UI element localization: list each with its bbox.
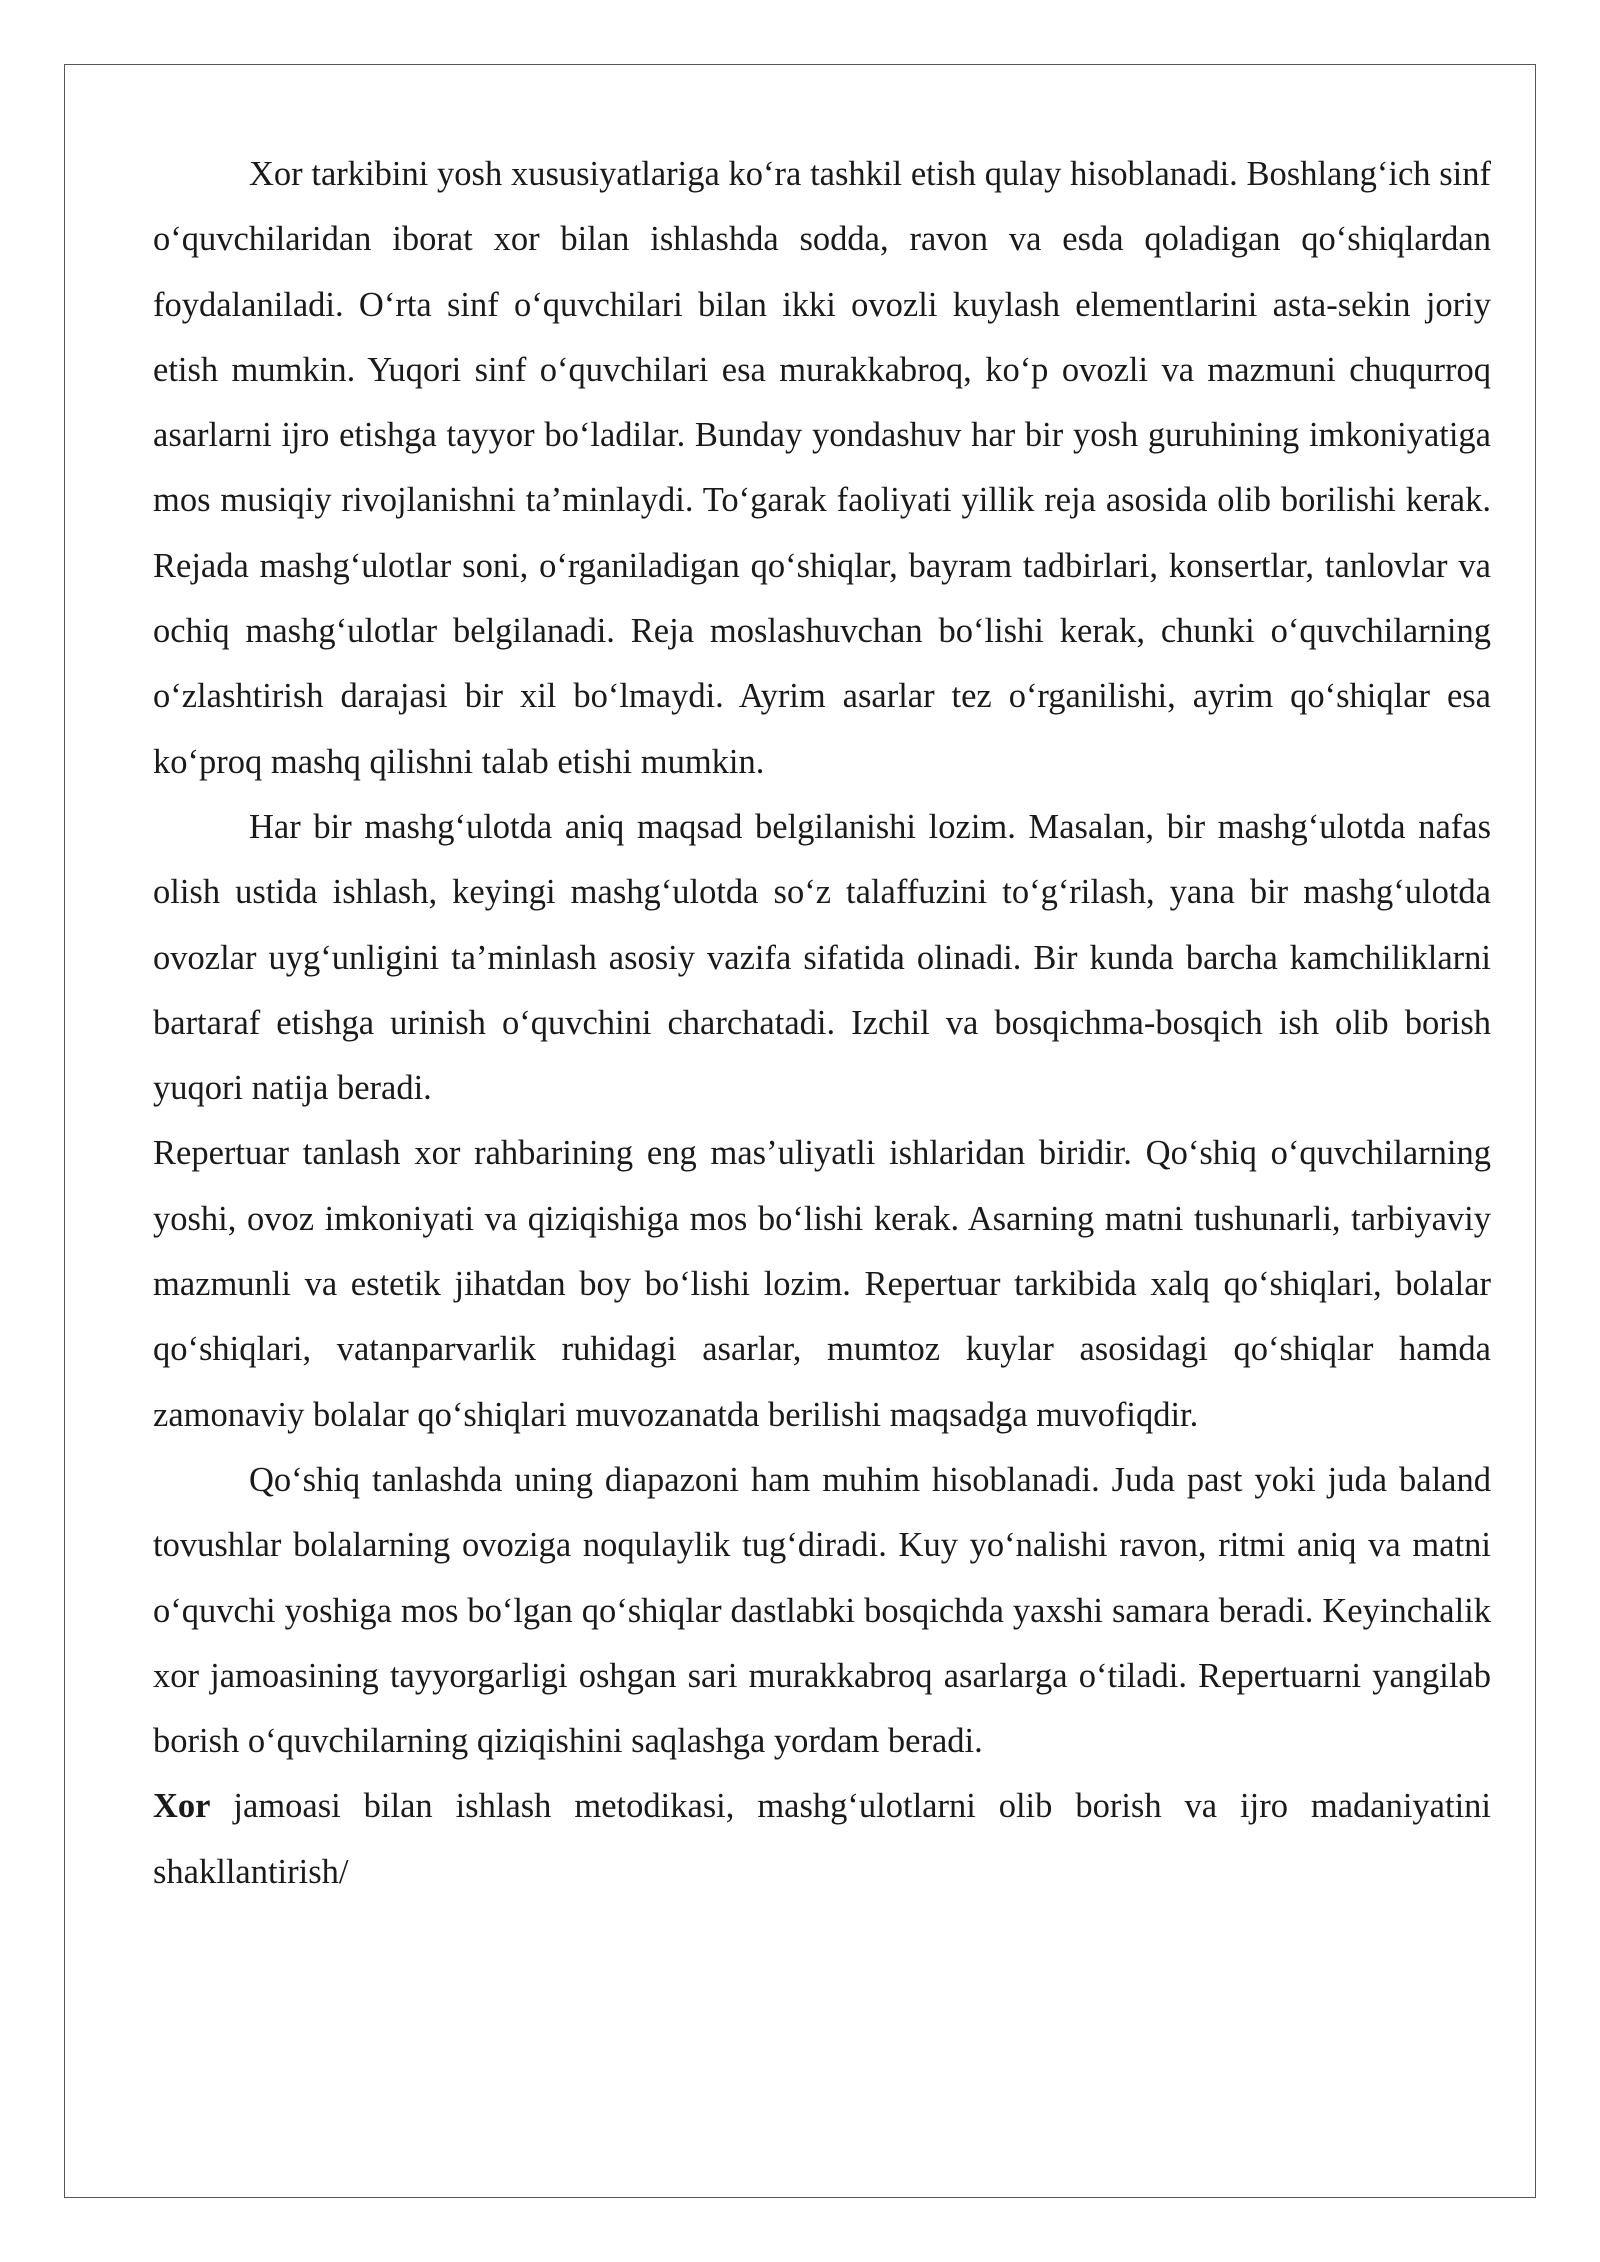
- paragraph-song-range: Qoʻshiq tanlashda uning diapazoni ham muhim hisoblanadi. Juda past yoki juda baland tovushlar bolalarning ovoziga noqulaylik tugʻdiradi. Kuy yoʻnalishi ravon, ritmi aniq va matni oʻquvchi yoshiga mos boʻlgan qoʻshiqlar dastlabki bosqichda yaxshi samara beradi. Keyinchalik xor jamoasining tayyorgarligi oshgan sari murakkabroq asarlarga oʻtiladi. Repertuarni yangilab borish oʻquvchilarning qiziqishini saqlashga yordam beradi.: [153, 1460, 1491, 1761]
- paragraph-lesson-goals: Har bir mashgʻulotda aniq maqsad belgilanishi lozim. Masalan, bir mashgʻulotda nafas olish ustida ishlash, keyingi mashgʻulotda soʻz talaffuzini toʻgʻrilash, yana bir mashgʻulotda ovozlar uygʻunligini ta’minlash asosiy vazifa sifatida olinadi. Bir kunda barcha kamchiliklarni bartaraf etishga urinish oʻquvchini charchatadi. Izchil va bosqichma-bosqich ish olib borish yuqori natija beradi.: [153, 807, 1491, 1108]
- paragraph-section-heading: [153, 1774, 1491, 1905]
- heading-bold-lead: Xor: [153, 1787, 211, 1826]
- heading-rest: jamoasi bilan ishlash metodikasi, mashgʻulotlarni olib borish va ijro madaniyatini shakllantirish/: [153, 1787, 1491, 1891]
- document-body: [153, 142, 1491, 1905]
- paragraph-choir-age-structure: Xor tarkibini yosh xususiyatlariga koʻra tashkil etish qulay hisoblanadi. Boshlangʻich sinf oʻquvchilaridan iborat xor bilan ishlashda sodda, ravon va esda qoladigan qoʻshiqlardan foydalaniladi. Oʻrta sinf oʻquvchilari bilan ikki ovozli kuylash elementlarini asta-sekin joriy etish mumkin. Yuqori sinf oʻquvchilari esa murakkabroq, koʻp ovozli va mazmuni chuqurroq asarlarni ijro etishga tayyor boʻladilar. Bunday yondashuv har bir yosh guruhining imkoniyatiga mos musiqiy rivojlanishni ta’minlaydi. Toʻgarak faoliyati yillik reja asosida olib borilishi kerak. Rejada mashgʻulotlar soni, oʻrganiladigan qoʻshiqlar, bayram tadbirlari, konsertlar, tanlovlar va ochiq mashgʻulotlar belgilanadi. Reja moslashuvchan boʻlishi kerak, chunki oʻquvchilarning oʻzlashtirish darajasi bir xil boʻlmaydi. Ayrim asarlar tez oʻrganilishi, ayrim qoʻshiqlar esa koʻproq mashq qilishni talab etishi mumkin.: [153, 155, 1491, 781]
- paragraph-repertoire-selection: Repertuar tanlash xor rahbarining eng mas’uliyatli ishlaridan biridir. Qoʻshiq oʻquvchilarning yoshi, ovoz imkoniyati va qiziqishiga mos boʻlishi kerak. Asarning matni tushunarli, tarbiyaviy mazmunli va estetik jihatdan boy boʻlishi lozim. Repertuar tarkibida xalq qoʻshiqlari, bolalar qoʻshiqlari, vatanparvarlik ruhidagi asarlar, mumtoz kuylar asosidagi qoʻshiqlar hamda zamonaviy bolalar qoʻshiqlari muvozanatda berilishi maqsadga muvofiqdir.: [153, 1134, 1491, 1434]
